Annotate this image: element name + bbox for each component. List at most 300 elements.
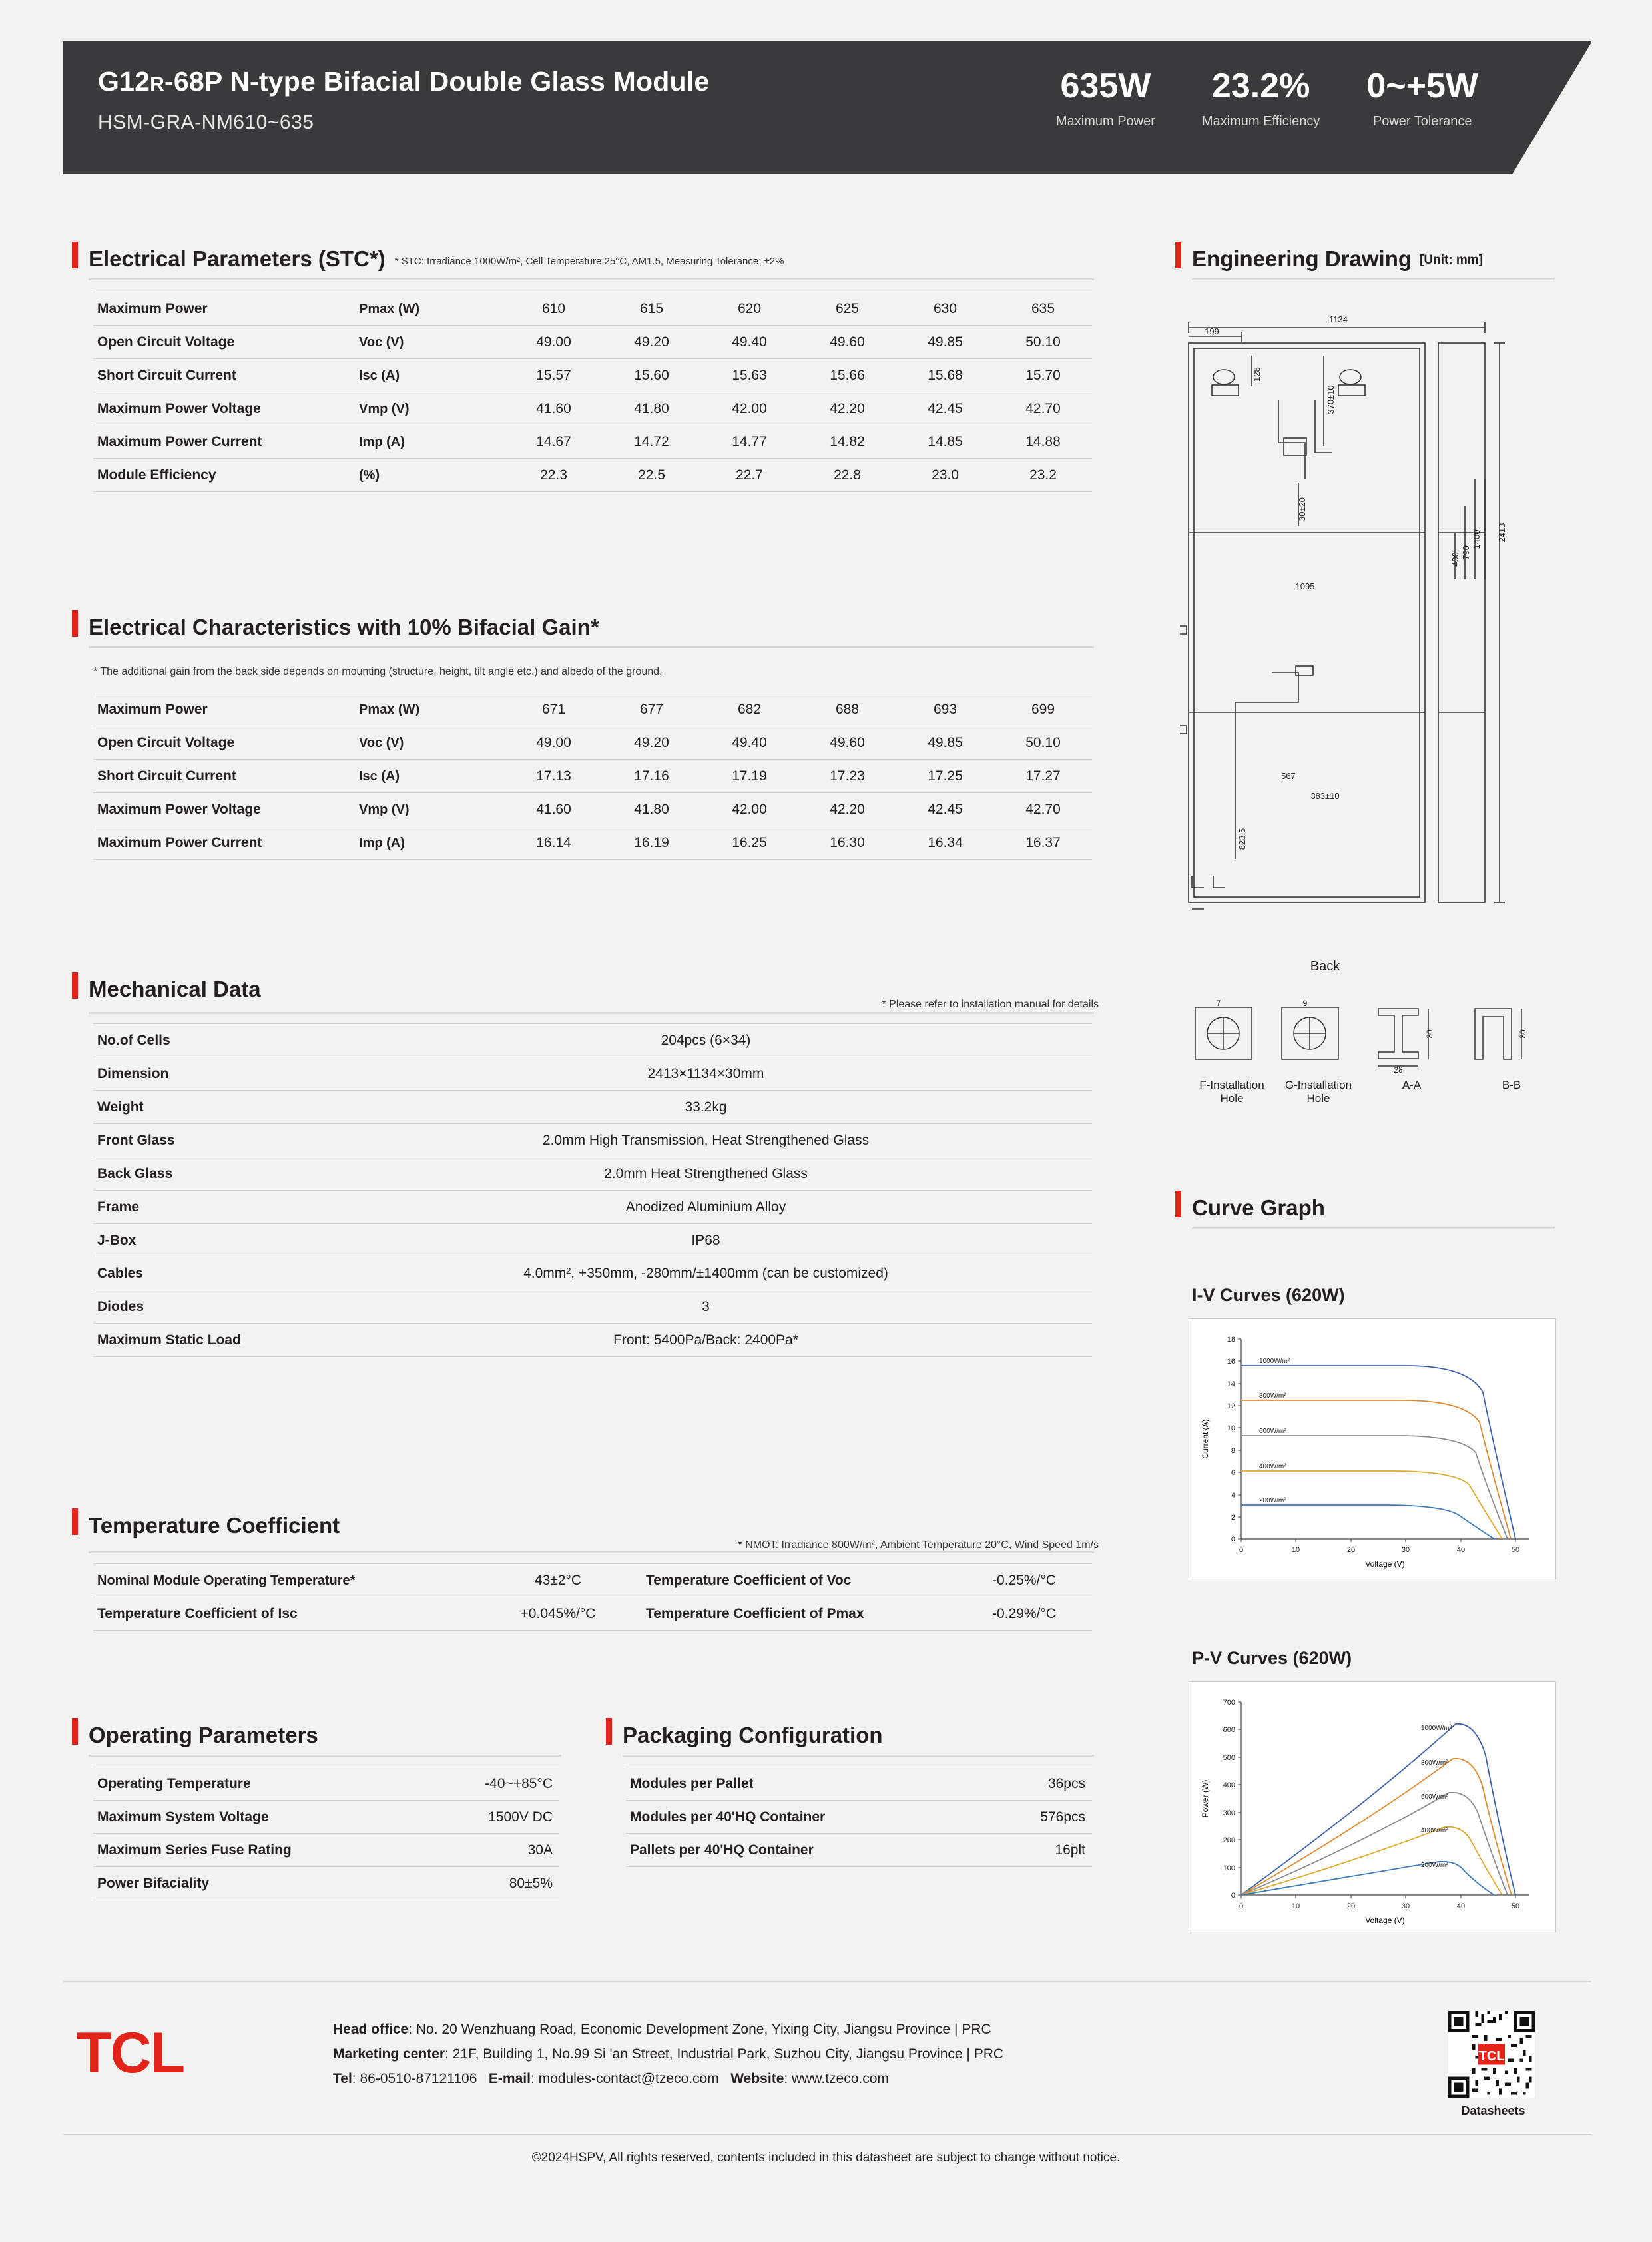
mech-row9-name: Maximum Static Load [93,1324,320,1357]
bif-row3-v0: 41.60 [505,793,603,826]
detail-label-f: F-Installation Hole [1199,1079,1264,1105]
bif-row4-v4: 16.34 [896,826,994,860]
stc-table-wrap [93,292,1092,492]
temperature-table [93,1563,1092,1631]
bif-row0-v4: 693 [896,693,994,726]
temp-row1-name2: Temperature Coefficient of Pmax [642,1597,956,1631]
qr-code-icon [1448,2011,1535,2098]
svg-text:500: 500 [1223,1754,1235,1762]
stc-row2-v3: 15.66 [798,359,896,392]
pv-legend-400: 400W/m² [1421,1827,1448,1834]
stc-heading-rule [89,278,1094,280]
stc-row1-v0: 49.00 [505,326,603,359]
mechanical-table [93,1023,1092,1357]
pv-chart-title: P-V Curves (620W) [1192,1648,1352,1668]
svg-text:300: 300 [1223,1809,1235,1817]
temp-row1-name1: Temperature Coefficient of Isc [93,1597,474,1631]
drawing-back-label: Back [1310,959,1340,974]
mech-row8-name: Diodes [93,1290,320,1324]
table-row [93,1564,1092,1597]
bif-row3-v1: 41.80 [603,793,700,826]
mech-row7-name: Cables [93,1257,320,1290]
bifacial-table-wrap [93,693,1092,860]
svg-text:30: 30 [1401,1546,1410,1554]
footer-head-office-label: Head office [333,2022,409,2037]
engineering-drawing [1172,313,1578,979]
detail-h30-a: 30 [1425,1029,1434,1039]
stc-heading [72,243,784,270]
op-row3-name: Power Bifaciality [93,1867,429,1900]
pv-chart [1189,1681,1556,1932]
bif-row4-v1: 16.19 [603,826,700,860]
stat-max-efficiency [1202,68,1320,129]
mech-row0-name: No.of Cells [93,1024,320,1057]
svg-text:0: 0 [1239,1546,1244,1554]
table-row [93,359,1092,392]
stc-row0-sym: Pmax (W) [356,292,505,326]
footer-tel-label: Tel [333,2070,352,2086]
bif-row1-v1: 49.20 [603,726,700,760]
svg-text:50: 50 [1511,1546,1520,1554]
operating-table-wrap [93,1767,559,1900]
table-row [93,1024,1092,1057]
bif-row4-v5: 16.37 [994,826,1092,860]
accent-bar [606,1718,612,1745]
curve-heading-rule [1192,1227,1555,1229]
svg-text:2: 2 [1231,1514,1235,1522]
stat-power-tolerance [1366,68,1478,129]
stc-row5-v3: 22.8 [798,459,896,492]
dim-cable1: 30±20 [1297,497,1307,522]
mech-row5-name: Frame [93,1191,320,1224]
svg-text:30: 30 [1401,1902,1410,1910]
bif-row1-v5: 50.10 [994,726,1092,760]
table-row [93,425,1092,459]
packaging-heading-text: Packaging Configuration [623,1723,883,1747]
tcl-logo [77,2024,270,2084]
stc-row3-v2: 42.00 [700,392,798,425]
stat-max-power [1056,68,1155,129]
bif-row4-name: Maximum Power Current [93,826,356,860]
temp-row0-val2: -0.25%/°C [956,1564,1092,1597]
svg-text:20: 20 [1346,1546,1356,1554]
table-row [93,1057,1092,1091]
product-title [98,67,709,97]
detail-g-num: 9 [1302,999,1308,1008]
bif-row4-v0: 16.14 [505,826,603,860]
drawing-heading [1175,243,1483,270]
table-row [93,1767,559,1801]
table-row [93,1834,559,1867]
stc-note: * STC: Irradiance 1000W/m², Cell Temperature 25°C, AM1.5, Measuring Tolerance: ±2% [394,256,784,267]
bif-row3-name: Maximum Power Voltage [93,793,356,826]
stc-row1-v3: 49.60 [798,326,896,359]
bif-row0-name: Maximum Power [93,693,356,726]
temp-row0-name2: Temperature Coefficient of Voc [642,1564,956,1597]
table-row [93,1224,1092,1257]
stc-row0-v1: 615 [603,292,700,326]
iv-legend-200: 200W/m² [1259,1497,1286,1504]
mechanical-heading-text: Mechanical Data [89,977,261,1001]
product-model: HSM-GRA-NM610~635 [98,111,314,134]
bif-row0-sym: Pmax (W) [356,693,505,726]
packaging-table [626,1767,1092,1867]
copyright-text: ©2024HSPV, All rights reserved, contents included in this datasheet are subject to change without notice. [531,2151,1121,2165]
qr-caption: Datasheets [1461,2104,1525,2117]
bif-row3-v2: 42.00 [700,793,798,826]
packaging-heading [606,1719,883,1746]
operating-table [93,1767,559,1900]
mech-row6-name: J-Box [93,1224,320,1257]
stc-row3-v5: 42.70 [994,392,1092,425]
accent-bar [1175,1191,1181,1217]
bif-row2-v1: 17.16 [603,760,700,793]
operating-heading [72,1719,318,1746]
stc-row3-sym: Vmp (V) [356,392,505,425]
svg-text:200: 200 [1223,1836,1235,1844]
accent-bar [72,610,78,637]
table-row [93,392,1092,425]
mech-row3-value: 2.0mm High Transmission, Heat Strengthened Glass [320,1124,1092,1157]
bif-row1-sym: Voc (V) [356,726,505,760]
bif-row2-v4: 17.25 [896,760,994,793]
svg-text:6: 6 [1231,1469,1235,1477]
op-row2-name: Maximum Series Fuse Rating [93,1834,429,1867]
footer-contact [333,2067,1003,2092]
table-row [93,459,1092,492]
accent-bar [72,972,78,999]
pack-row0-value: 36pcs [991,1767,1092,1801]
temperature-note: * NMOT: Irradiance 800W/m², Ambient Temperature 20°C, Wind Speed 1m/s [738,1540,1099,1551]
mech-row1-value: 2413×1134×30mm [320,1057,1092,1091]
mech-row2-name: Weight [93,1091,320,1124]
table-row [93,326,1092,359]
table-row [93,1597,1092,1631]
detail-label-aa: A-A [1402,1079,1422,1091]
footer-website-text: : www.tzeco.com [784,2070,889,2086]
stc-row0-name: Maximum Power [93,292,356,326]
bif-row0-v5: 699 [994,693,1092,726]
table-row [93,726,1092,760]
bifacial-heading [72,611,599,638]
mech-row1-name: Dimension [93,1057,320,1091]
temperature-heading-text: Temperature Coefficient [89,1513,340,1538]
bif-row1-name: Open Circuit Voltage [93,726,356,760]
stc-row4-v1: 14.72 [603,425,700,459]
bif-row3-v3: 42.20 [798,793,896,826]
dim-h2413: 2413 [1497,523,1507,543]
bif-row2-v5: 17.27 [994,760,1092,793]
stc-row0-v4: 630 [896,292,994,326]
mech-row0-value: 204pcs (6×34) [320,1024,1092,1057]
op-row1-value: 1500V DC [429,1801,559,1834]
bif-row0-v0: 671 [505,693,603,726]
mechanical-heading [72,974,261,1000]
footer-website-label: Website [730,2070,784,2086]
product-title-rest: -68P N-type Bifacial Double Glass Module [164,66,710,97]
svg-text:12: 12 [1227,1402,1235,1410]
bif-row2-v0: 17.13 [505,760,603,793]
temperature-heading [72,1510,340,1536]
stc-row0-v3: 625 [798,292,896,326]
stc-row0-v0: 610 [505,292,603,326]
table-row [626,1801,1092,1834]
svg-text:4: 4 [1231,1492,1235,1500]
stat-max-power-label: Maximum Power [1055,113,1155,129]
packaging-table-wrap [626,1767,1092,1867]
stc-row3-name: Maximum Power Voltage [93,392,356,425]
header-stats [1056,68,1478,129]
stc-row2-name: Short Circuit Current [93,359,356,392]
stc-row5-v2: 22.7 [700,459,798,492]
mech-row6-value: IP68 [320,1224,1092,1257]
dim-h1400: 1400 [1472,529,1482,549]
footer-head-office [333,2018,1003,2042]
dim-left-offset: 199 [1205,326,1219,336]
svg-text:14: 14 [1227,1380,1235,1388]
drawing-heading-rule [1192,278,1555,280]
iv-chart-title: I-V Curves (620W) [1192,1285,1345,1305]
svg-text:0: 0 [1231,1536,1235,1543]
detail-f-num: 7 [1216,999,1221,1008]
pack-row2-name: Pallets per 40'HQ Container [626,1834,991,1867]
stat-max-efficiency-value: 23.2% [1211,67,1310,105]
drawing-details [1189,995,1561,1075]
dim-top-width: 1134 [1329,314,1348,324]
accent-bar [1175,242,1181,268]
stc-row2-v2: 15.63 [700,359,798,392]
svg-text:TCL: TCL [77,2024,184,2084]
temp-row0-val1: 43±2°C [474,1564,642,1597]
op-row0-value: -40~+85°C [429,1767,559,1801]
svg-text:10: 10 [1291,1546,1300,1554]
curve-heading-text: Curve Graph [1192,1195,1325,1220]
stc-row1-v2: 49.40 [700,326,798,359]
stc-row3-v4: 42.45 [896,392,994,425]
mech-row8-value: 3 [320,1290,1092,1324]
table-row [93,826,1092,860]
detail-label-g: G-Installation Hole [1284,1079,1352,1105]
op-row1-name: Maximum System Voltage [93,1801,429,1834]
temp-row1-val2: -0.29%/°C [956,1597,1092,1631]
mechanical-table-wrap [93,1023,1092,1357]
mech-row2-value: 33.2kg [320,1091,1092,1124]
footer-marketing-text: : 21F, Building 1, No.99 Si 'an Street, Industrial Park, Suzhou City, Jiangsu Province | PRC [445,2046,1004,2062]
stc-row2-v4: 15.68 [896,359,994,392]
bif-row1-v3: 49.60 [798,726,896,760]
pack-row0-name: Modules per Pallet [626,1767,991,1801]
copyright-divider [63,2134,1591,2135]
stc-row5-v5: 23.2 [994,459,1092,492]
pack-row1-name: Modules per 40'HQ Container [626,1801,991,1834]
iv-legend-400: 400W/m² [1259,1463,1286,1470]
product-title-main: G12 [98,66,150,97]
footer-address [333,2018,1003,2091]
bifacial-table [93,693,1092,860]
table-row [93,1867,559,1900]
stc-row2-v0: 15.57 [505,359,603,392]
product-title-sub: R [150,73,164,95]
pack-row1-value: 576pcs [991,1801,1092,1834]
svg-text:16: 16 [1227,1358,1235,1366]
table-row [93,693,1092,726]
stc-row0-v5: 635 [994,292,1092,326]
stc-row5-sym: (%) [356,459,505,492]
stc-row3-v0: 41.60 [505,392,603,425]
stc-row5-name: Module Efficiency [93,459,356,492]
mech-row4-name: Back Glass [93,1157,320,1191]
mech-row5-value: Anodized Aluminium Alloy [320,1191,1092,1224]
bif-row1-v0: 49.00 [505,726,603,760]
iv-legend-600: 600W/m² [1259,1428,1286,1435]
mech-row7-value: 4.0mm², +350mm, -280mm/±1400mm (can be customized) [320,1257,1092,1290]
footer-tel-text: : 86-0510-87121106 [352,2070,477,2086]
table-row [93,1257,1092,1290]
page-header [63,41,1591,174]
bifacial-heading-text: Electrical Characteristics with 10% Bifacial Gain* [89,615,599,639]
bif-row0-v3: 688 [798,693,896,726]
header-title-block [98,67,709,134]
bif-row4-v3: 16.30 [798,826,896,860]
pv-legend-800: 800W/m² [1421,1759,1448,1767]
svg-text:400: 400 [1223,1781,1235,1789]
svg-text:40: 40 [1456,1546,1466,1554]
dim-w567: 567 [1281,771,1296,781]
drawing-unit: [Unit: mm] [1420,253,1484,267]
packaging-heading-rule [623,1755,1094,1757]
accent-bar [72,242,78,268]
dim-h400: 400 [1450,552,1460,567]
dim-cable2: 383±10 [1310,791,1340,801]
dim-h823: 823.5 [1237,828,1247,850]
stc-row4-v2: 14.77 [700,425,798,459]
pv-chart-svg [1189,1682,1555,1932]
bif-row4-sym: Imp (A) [356,826,505,860]
pv-xlabel: Voltage (V) [1365,1916,1405,1925]
stc-table [93,292,1092,492]
bif-row1-v4: 49.85 [896,726,994,760]
footer-marketing-label: Marketing center [333,2046,445,2062]
bif-row4-v2: 16.25 [700,826,798,860]
stc-row4-v0: 14.67 [505,425,603,459]
drawing-heading-text: Engineering Drawing [1192,246,1412,271]
mech-row4-value: 2.0mm Heat Strengthened Glass [320,1157,1092,1191]
mechanical-heading-rule [89,1012,1094,1014]
mechanical-note: * Please refer to installation manual for details [882,999,1099,1010]
mech-row3-name: Front Glass [93,1124,320,1157]
footer-divider [63,1981,1591,1982]
detail-h30-b: 30 [1518,1029,1527,1039]
bif-row3-sym: Vmp (V) [356,793,505,826]
op-row0-name: Operating Temperature [93,1767,429,1801]
stat-power-tolerance-value: 0~+5W [1366,67,1478,105]
stc-row3-v3: 42.20 [798,392,896,425]
stat-power-tolerance-label: Power Tolerance [1372,113,1472,129]
accent-bar [72,1718,78,1745]
table-row [626,1767,1092,1801]
temp-row0-name1: Nominal Module Operating Temperature* [93,1564,474,1597]
stc-row5-v1: 22.5 [603,459,700,492]
table-row [93,1324,1092,1357]
svg-text:TCL: TCL [1478,2048,1505,2064]
temperature-table-wrap [93,1563,1092,1631]
pv-legend-600: 600W/m² [1421,1793,1448,1801]
svg-text:20: 20 [1346,1902,1356,1910]
stat-max-efficiency-label: Maximum Efficiency [1201,113,1320,129]
table-row [93,1157,1092,1191]
temp-row1-val1: +0.045%/°C [474,1597,642,1631]
bif-row2-v3: 17.23 [798,760,896,793]
bif-row2-sym: Isc (A) [356,760,505,793]
stc-row1-v1: 49.20 [603,326,700,359]
stc-row2-v1: 15.60 [603,359,700,392]
stc-row5-v0: 22.3 [505,459,603,492]
table-row [93,760,1092,793]
bif-row0-v1: 677 [603,693,700,726]
stc-row4-v4: 14.85 [896,425,994,459]
operating-heading-rule [89,1755,561,1757]
svg-text:600: 600 [1223,1726,1235,1734]
bif-row0-v2: 682 [700,693,798,726]
bif-row2-v2: 17.19 [700,760,798,793]
bifacial-heading-rule [89,646,1094,648]
table-row [626,1834,1092,1867]
table-row [93,1124,1092,1157]
svg-text:8: 8 [1231,1447,1235,1455]
stc-row2-v5: 15.70 [994,359,1092,392]
accent-bar [72,1508,78,1535]
operating-heading-text: Operating Parameters [89,1723,318,1747]
temperature-heading-rule [89,1551,1094,1553]
svg-text:18: 18 [1227,1336,1235,1344]
stc-heading-text: Electrical Parameters (STC*) [89,246,386,271]
svg-text:50: 50 [1511,1902,1520,1910]
stc-row4-v3: 14.82 [798,425,896,459]
stc-row2-sym: Isc (A) [356,359,505,392]
iv-chart-svg [1189,1319,1555,1579]
pv-legend-1000: 1000W/m² [1421,1725,1452,1732]
detail-aa-num: 28 [1394,1065,1403,1075]
svg-text:0: 0 [1239,1902,1244,1910]
footer-marketing [333,2042,1003,2067]
stat-max-power-value: 635W [1060,67,1151,105]
bifacial-note: * The additional gain from the back side depends on mounting (structure, height, tilt angle etc.) and albedo of the ground. [93,666,663,677]
detail-label-bb: B-B [1502,1079,1521,1091]
bif-row3-v5: 42.70 [994,793,1092,826]
curve-heading [1175,1192,1325,1219]
stc-row1-v5: 50.10 [994,326,1092,359]
bif-row3-v4: 42.45 [896,793,994,826]
iv-legend-800: 800W/m² [1259,1392,1286,1400]
stc-row5-v4: 23.0 [896,459,994,492]
pv-legend-200: 200W/m² [1421,1862,1448,1869]
dim-h790: 790 [1461,545,1471,560]
dim-mid-width: 1095 [1295,581,1315,591]
stc-row1-name: Open Circuit Voltage [93,326,356,359]
iv-xlabel: Voltage (V) [1365,1559,1405,1569]
op-row2-value: 30A [429,1834,559,1867]
iv-legend-1000: 1000W/m² [1259,1358,1290,1365]
footer-email-label: E-mail [488,2070,531,2086]
table-row [93,1191,1092,1224]
iv-chart [1189,1318,1556,1579]
bif-row1-v2: 49.40 [700,726,798,760]
pv-ylabel: Power (W) [1201,1779,1210,1818]
mech-row9-value: Front: 5400Pa/Back: 2400Pa* [320,1324,1092,1357]
table-row [93,1091,1092,1124]
stc-row0-v2: 620 [700,292,798,326]
table-row [93,1290,1092,1324]
